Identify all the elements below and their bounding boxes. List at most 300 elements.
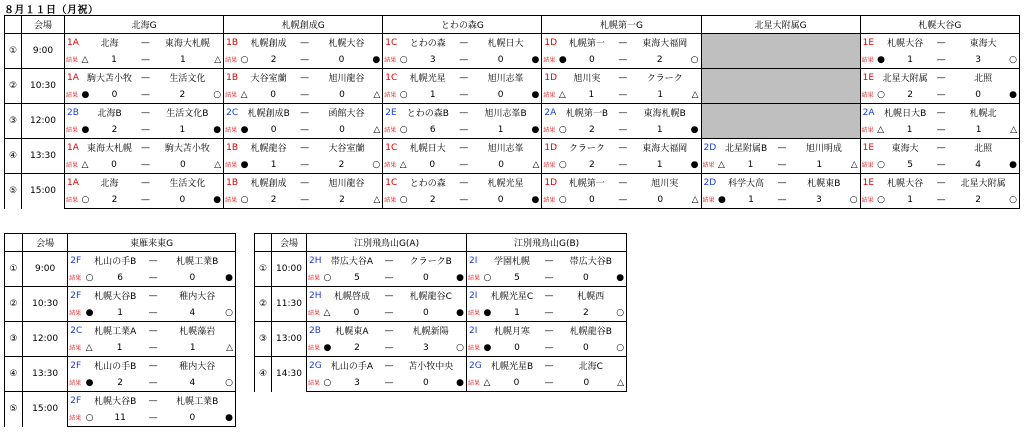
slot-time: 13:30 (22, 357, 67, 392)
home-score (398, 156, 458, 174)
versus-dash: — (383, 269, 396, 287)
versus-dash: — (617, 69, 629, 87)
match-code: 2H (307, 287, 322, 305)
result-tag: 結果 (308, 274, 321, 282)
match-code: 2I (467, 287, 482, 305)
home-result-mark: △ (399, 159, 407, 170)
versus-dash: — (147, 357, 160, 375)
home-score (84, 269, 147, 287)
venue-header: とわの森G (383, 16, 542, 34)
versus-dash: — (617, 174, 629, 192)
away-score (947, 86, 1019, 104)
away-result-mark: ○ (849, 194, 858, 205)
away-result-mark: △ (373, 89, 381, 100)
away-score-value: 0 (657, 194, 664, 205)
versus-dash: — (299, 156, 311, 174)
result-label (307, 374, 322, 392)
home-score-value: 1 (111, 54, 117, 65)
away-team: 札幌西 (556, 287, 627, 305)
home-team: 北海B (80, 104, 140, 122)
home-team: 札幌工業A (84, 322, 147, 340)
home-score-value: 2 (270, 54, 277, 65)
away-result-mark: △ (214, 54, 222, 65)
versus-dash: — (776, 191, 788, 209)
result-tag: 結果 (861, 91, 874, 99)
away-team: 北照 (947, 139, 1019, 157)
home-score (557, 86, 617, 104)
home-score (239, 51, 299, 69)
home-score (398, 86, 458, 104)
home-score (875, 86, 935, 104)
slot-time: 9:00 (22, 34, 65, 69)
result-label (467, 304, 482, 322)
away-team: 北照 (947, 69, 1019, 87)
home-team: 札幌第一 (557, 34, 617, 52)
away-score-value: 2 (338, 159, 345, 170)
result-label (860, 121, 875, 139)
versus-dash: — (458, 156, 470, 174)
home-team: 札幌第一 (557, 174, 617, 192)
match-code: 1E (860, 174, 875, 192)
versus-dash: — (299, 51, 311, 69)
home-team: 東海大 (875, 139, 935, 157)
versus-dash: — (543, 304, 556, 322)
result-label (68, 269, 84, 287)
away-team: 東海大福岡 (629, 34, 701, 52)
page-title: ８月１１日（月祝） (4, 5, 99, 16)
away-result-mark: ● (213, 194, 222, 205)
result-label (224, 86, 239, 104)
home-team: 札幌大谷B (84, 287, 147, 305)
versus-dash: — (140, 51, 152, 69)
away-score (152, 51, 224, 69)
home-team: 札幌東A (322, 322, 383, 340)
result-tag: 結果 (543, 161, 556, 169)
match-code: 1E (860, 69, 875, 87)
result-label (383, 121, 398, 139)
result-tag: 結果 (861, 56, 874, 64)
home-score-value: 0 (111, 89, 118, 100)
home-score-value: 5 (907, 159, 913, 170)
home-team: 旭川実 (557, 69, 617, 87)
result-tag: 結果 (66, 126, 79, 134)
home-score-value: 2 (111, 194, 118, 205)
result-tag: 結果 (543, 126, 556, 134)
away-score-value: 2 (656, 54, 663, 65)
away-score-value: 2 (975, 194, 982, 205)
home-result-mark: △ (81, 54, 89, 65)
result-tag: 結果 (384, 196, 397, 204)
home-score-value: 1 (588, 89, 595, 100)
home-team: 駒大苫小牧 (80, 69, 140, 87)
away-result-mark: ○ (616, 307, 625, 318)
versus-dash: — (935, 121, 947, 139)
versus-dash: — (299, 104, 311, 122)
away-score (947, 51, 1019, 69)
result-label (68, 339, 84, 357)
away-team: 旭川志峯 (470, 139, 542, 157)
match-code: 2C (224, 104, 239, 122)
result-tag: 結果 (861, 126, 874, 134)
result-tag: 結果 (69, 344, 82, 352)
away-team: 札幌工業B (159, 252, 235, 270)
home-result-mark: △ (323, 307, 331, 318)
result-label (65, 121, 80, 139)
home-score-value: 2 (117, 377, 123, 388)
away-result-mark: ● (1009, 159, 1017, 170)
versus-dash: — (935, 174, 947, 192)
away-score-value: 1 (189, 342, 196, 353)
corner-cell (255, 234, 272, 252)
away-score-value: 0 (497, 54, 504, 65)
home-result-mark: △ (85, 342, 93, 353)
away-team: 札幌藻岩 (159, 322, 235, 340)
away-team: 稚内大谷 (159, 287, 235, 305)
away-score-value: 0 (422, 272, 429, 283)
home-score (557, 51, 617, 69)
home-score (322, 304, 383, 322)
away-score (159, 269, 235, 287)
home-result-mark: △ (483, 377, 491, 388)
away-score (396, 269, 467, 287)
away-result-mark: ○ (690, 54, 699, 65)
away-result-mark: △ (617, 377, 625, 388)
match-code: 2B (65, 104, 80, 122)
home-team: 大谷室蘭 (239, 69, 299, 87)
home-team: 科学大高 (716, 174, 776, 192)
home-team: 東海大札幌 (80, 139, 140, 157)
away-result-mark: ● (456, 377, 465, 388)
versus-dash: — (140, 139, 152, 157)
venue-label: 会場 (22, 16, 65, 34)
versus-dash: — (383, 304, 396, 322)
result-label (65, 191, 80, 209)
away-team: 札幌日大 (470, 34, 542, 52)
home-team: 札幌創成 (239, 174, 299, 192)
slot-time: 10:00 (272, 252, 307, 287)
result-label (224, 121, 239, 139)
versus-dash: — (617, 34, 629, 52)
versus-dash: — (617, 156, 629, 174)
away-score (396, 374, 467, 392)
home-score (239, 156, 299, 174)
away-score (311, 191, 383, 209)
home-score-value: 0 (353, 307, 360, 318)
home-score-value: 6 (429, 124, 436, 135)
result-tag: 結果 (225, 196, 238, 204)
away-team: 帯広大谷B (556, 252, 627, 270)
away-score-value: 2 (583, 307, 589, 318)
away-result-mark: △ (850, 159, 858, 170)
home-team: とわの森 (398, 34, 458, 52)
versus-dash: — (147, 269, 160, 287)
away-result-mark: △ (532, 159, 540, 170)
versus-dash: — (147, 392, 160, 410)
result-label (467, 269, 482, 287)
away-score-value: 0 (339, 124, 345, 135)
away-result-mark: ○ (213, 89, 222, 100)
home-result-mark: ○ (85, 272, 94, 283)
home-score-value: 2 (111, 124, 118, 135)
home-score (239, 121, 299, 139)
match-code: 1C (383, 34, 398, 52)
versus-dash: — (543, 269, 556, 287)
home-score-value: 0 (514, 342, 520, 353)
result-tag: 結果 (468, 309, 481, 317)
away-team: 生活文化B (152, 104, 224, 122)
away-score (629, 191, 701, 209)
home-score-value: 0 (588, 54, 595, 65)
home-score-value: 1 (514, 307, 520, 318)
away-score (470, 191, 542, 209)
home-result-mark: △ (558, 89, 566, 100)
home-team: 札幌大谷 (875, 34, 935, 52)
versus-dash: — (299, 139, 311, 157)
home-score-value: 2 (588, 124, 595, 135)
home-score (875, 51, 935, 69)
slot-time: 13:30 (22, 139, 65, 174)
away-team: 札幌大谷 (311, 34, 383, 52)
home-team: 北星大附属 (875, 69, 935, 87)
venue-header: 札幌創成G (224, 16, 383, 34)
away-score-value: 1 (975, 124, 982, 135)
away-score (159, 374, 235, 392)
versus-dash: — (458, 51, 470, 69)
venue-header: 北海G (65, 16, 224, 34)
slot-number: ③ (5, 322, 23, 357)
versus-dash: — (776, 174, 788, 192)
home-score (80, 121, 140, 139)
home-result-mark: ● (323, 342, 332, 353)
match-code: 2A (860, 104, 875, 122)
match-code: 1E (860, 34, 875, 52)
away-result-mark: ● (531, 194, 540, 205)
versus-dash: — (458, 174, 470, 192)
versus-dash: — (299, 121, 311, 139)
home-team: 札山の手A (322, 357, 383, 375)
home-score (80, 86, 140, 104)
result-label (307, 304, 322, 322)
result-tag: 結果 (543, 91, 556, 99)
home-result-mark: △ (877, 124, 885, 135)
home-score (482, 339, 543, 357)
versus-dash: — (458, 69, 470, 87)
match-code: 1A (65, 174, 80, 192)
away-score-value: 1 (656, 124, 663, 135)
away-score (947, 121, 1019, 139)
away-score (311, 51, 383, 69)
home-team: 札山の手B (84, 252, 147, 270)
home-score (322, 374, 383, 392)
result-label (68, 409, 84, 427)
home-score (84, 339, 147, 357)
result-tag: 結果 (225, 161, 238, 169)
home-score (398, 121, 458, 139)
away-result-mark: ○ (372, 159, 381, 170)
result-label (860, 86, 875, 104)
match-code: 1B (224, 139, 239, 157)
home-team: 札幌光星B (482, 357, 543, 375)
result-label (860, 51, 875, 69)
result-label (467, 339, 482, 357)
versus-dash: — (147, 304, 160, 322)
away-result-mark: ○ (225, 307, 233, 318)
versus-dash: — (543, 252, 556, 270)
versus-dash: — (299, 191, 311, 209)
home-score-value: 6 (117, 272, 123, 283)
versus-dash: — (458, 191, 470, 209)
away-team: 札幌龍谷C (396, 287, 467, 305)
away-score (152, 191, 224, 209)
away-score-value: 1 (497, 124, 504, 135)
match-code: 1A (65, 34, 80, 52)
schedule-table-left (4, 233, 236, 427)
home-result-mark: ○ (399, 124, 408, 135)
away-score-value: 3 (975, 54, 982, 65)
result-label (224, 191, 239, 209)
away-team: 札幌新陽 (396, 322, 467, 340)
away-score (470, 86, 542, 104)
match-code: 2C (68, 322, 84, 340)
result-tag: 結果 (308, 379, 321, 387)
away-team: 東海大札幌 (152, 34, 224, 52)
home-result-mark: ○ (323, 377, 332, 388)
home-score-value: 3 (354, 377, 360, 388)
away-result-mark: ● (456, 272, 465, 283)
away-team: 札幌東B (788, 174, 860, 192)
away-result-mark: ● (531, 54, 540, 65)
match-code: 1B (224, 34, 239, 52)
versus-dash: — (140, 104, 152, 122)
versus-dash: — (458, 121, 470, 139)
away-result-mark: ● (372, 54, 381, 65)
away-team: 東海札幌B (629, 104, 701, 122)
match-code: 1B (224, 69, 239, 87)
away-score-value: 0 (975, 89, 982, 100)
result-label (383, 156, 398, 174)
home-team: 北星附属B (716, 139, 776, 157)
result-label (224, 51, 239, 69)
away-score-value: 3 (422, 342, 429, 353)
away-score-value: 2 (179, 89, 186, 100)
away-result-mark: ● (616, 272, 625, 283)
home-team: 札幌大谷B (84, 392, 147, 410)
away-score-value: 3 (816, 194, 822, 205)
versus-dash: — (299, 34, 311, 52)
away-score (629, 86, 701, 104)
home-score (84, 409, 147, 427)
home-result-mark: ● (85, 377, 94, 388)
home-team: とわの森 (398, 174, 458, 192)
result-tag: 結果 (384, 91, 397, 99)
home-score-value: 1 (429, 89, 436, 100)
away-result-mark: ○ (616, 342, 625, 353)
match-code: 2E (383, 104, 398, 122)
match-code: 2H (307, 252, 322, 270)
versus-dash: — (383, 287, 396, 305)
slot-number: ② (255, 287, 272, 322)
slot-number: ④ (5, 139, 22, 174)
away-team: 苫小牧中央 (396, 357, 467, 375)
home-team: 札幌日大B (875, 104, 935, 122)
home-result-mark: ● (81, 124, 90, 135)
away-score-value: 0 (583, 342, 589, 353)
away-score (556, 339, 627, 357)
away-score-value: 0 (180, 159, 186, 170)
slot-time: 10:30 (22, 69, 65, 104)
away-result-mark: ● (690, 159, 699, 170)
versus-dash: — (147, 339, 160, 357)
slot-time: 15:00 (22, 392, 67, 427)
schedule-table-right (254, 233, 627, 392)
away-score (159, 409, 235, 427)
home-team: 札幌光星 (398, 69, 458, 87)
home-score-value: 0 (513, 377, 520, 388)
away-score-value: 4 (975, 159, 982, 170)
away-score (152, 121, 224, 139)
away-score-value: 0 (339, 89, 345, 100)
versus-dash: — (543, 339, 556, 357)
versus-dash: — (935, 69, 947, 87)
match-code: 1A (65, 139, 80, 157)
home-team: 札幌啓成 (322, 287, 383, 305)
away-result-mark: △ (214, 159, 222, 170)
versus-dash: — (458, 104, 470, 122)
away-score (947, 191, 1019, 209)
versus-dash: — (140, 191, 152, 209)
away-result-mark: ○ (1009, 54, 1017, 65)
result-tag: 結果 (225, 56, 238, 64)
away-team: 生活文化 (152, 69, 224, 87)
home-result-mark: ○ (558, 194, 567, 205)
home-team: クラーク (557, 139, 617, 157)
result-tag: 結果 (861, 196, 874, 204)
match-code: 1D (542, 174, 557, 192)
home-score-value: 0 (270, 89, 276, 100)
home-result-mark: ● (240, 159, 249, 170)
home-result-mark: ○ (399, 54, 408, 65)
versus-dash: — (458, 139, 470, 157)
result-tag: 結果 (225, 126, 238, 134)
away-score (788, 191, 860, 209)
home-team: とわの森B (398, 104, 458, 122)
result-tag: 結果 (468, 274, 481, 282)
slot-number: ② (5, 287, 23, 322)
versus-dash: — (543, 287, 556, 305)
versus-dash: — (935, 51, 947, 69)
away-team: 旭川龍谷 (311, 174, 383, 192)
corner-cell (5, 16, 22, 34)
home-score (239, 191, 299, 209)
away-score (159, 339, 235, 357)
result-label (65, 86, 80, 104)
result-label (467, 374, 482, 392)
versus-dash: — (543, 322, 556, 340)
away-result-mark: △ (226, 342, 233, 353)
versus-dash: — (776, 156, 788, 174)
venue-header: 江別飛鳥山G(B) (467, 234, 627, 252)
away-team: 函館大谷 (311, 104, 383, 122)
away-team: 旭川志峯B (470, 104, 542, 122)
home-score (557, 156, 617, 174)
versus-dash: — (617, 104, 629, 122)
versus-dash: — (935, 104, 947, 122)
slot-time: 15:00 (22, 174, 65, 209)
match-code: 2B (307, 322, 322, 340)
home-score (239, 86, 299, 104)
match-code: 1A (65, 69, 80, 87)
home-score (322, 339, 383, 357)
